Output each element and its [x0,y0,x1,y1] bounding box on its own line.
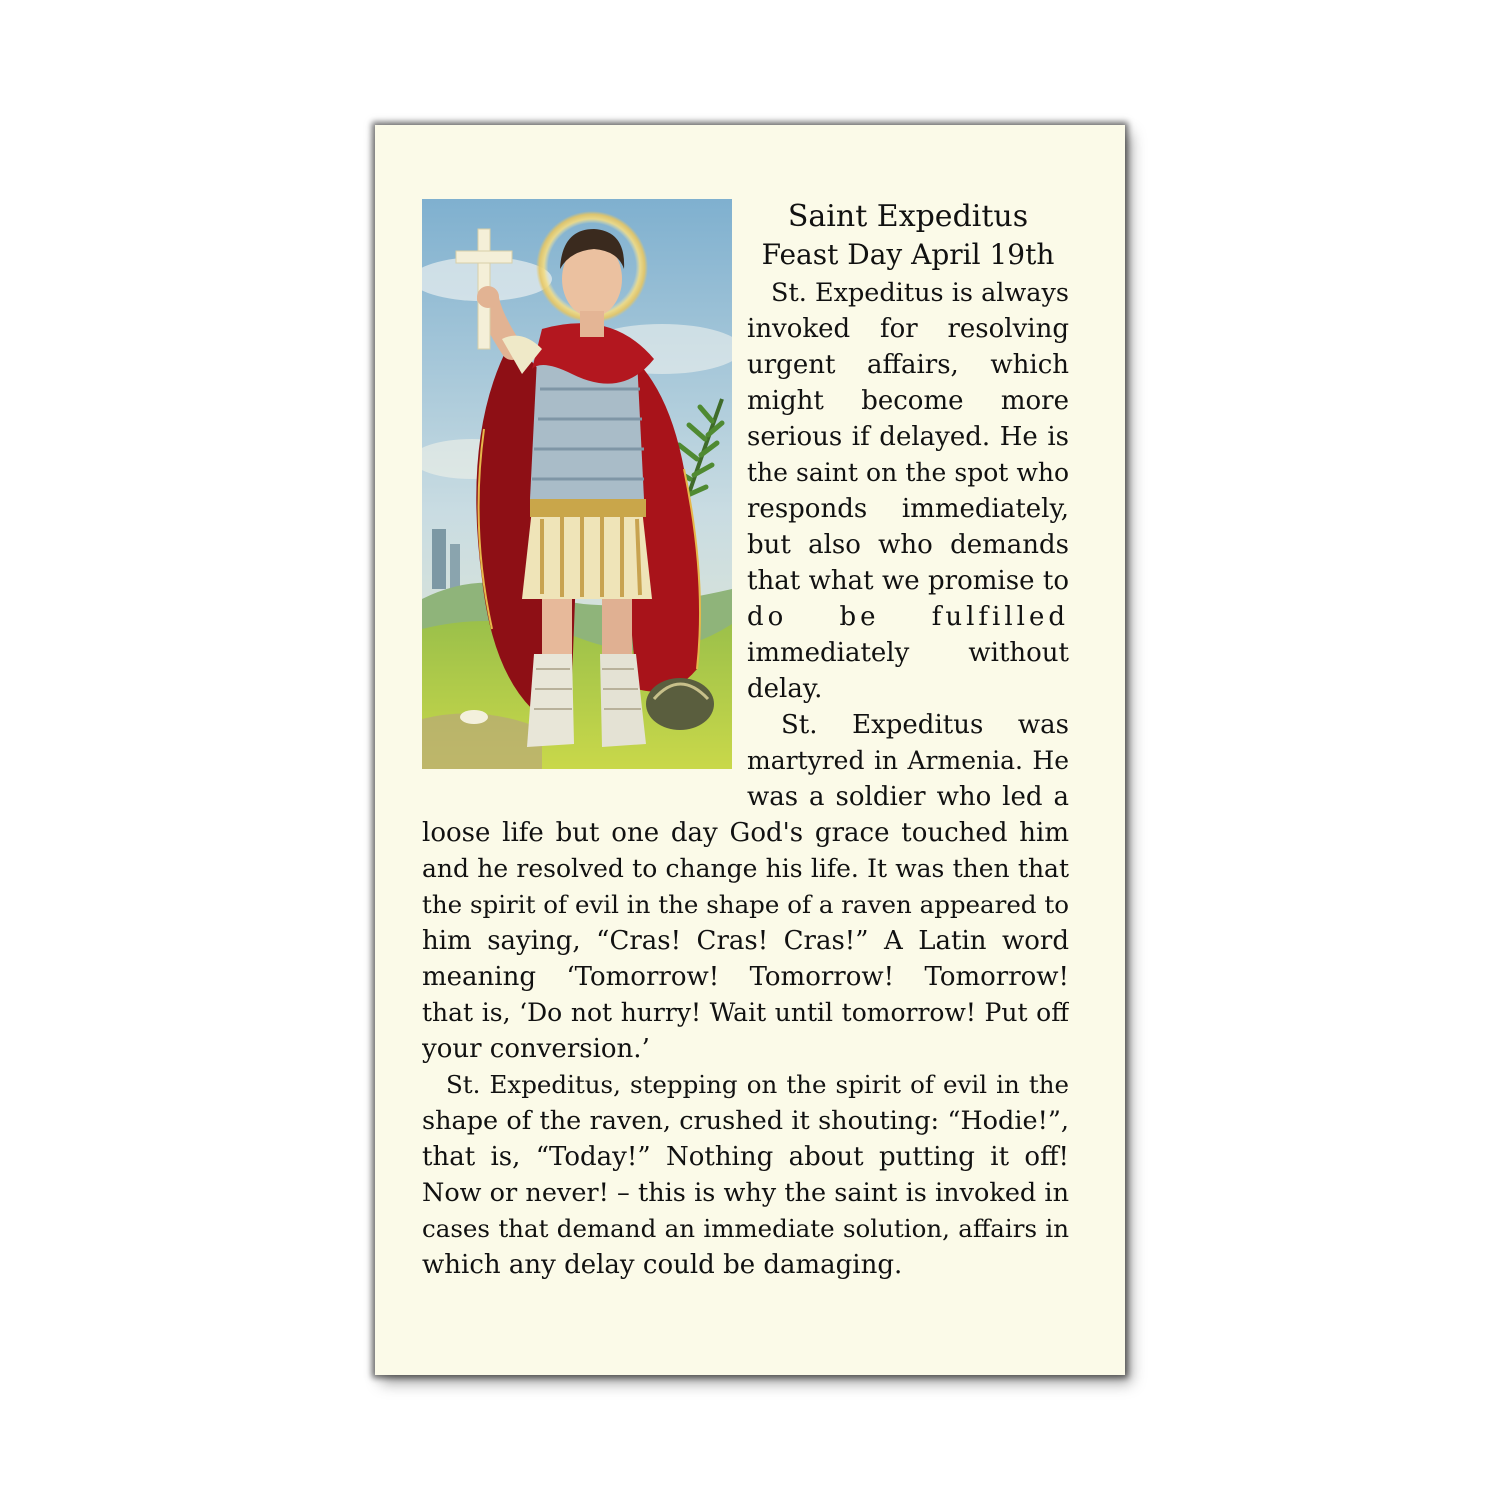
body-line: that is, “Today!” Nothing about putting it off! [422,1142,1069,1172]
body-line: do be fulfilled [747,602,1069,632]
body-line: that what we promise to [747,566,1069,596]
body-line: urgent affairs, which [747,350,1069,380]
body-line: loose life but one day God's grace touched him [422,818,1069,848]
saint-illustration [422,199,732,769]
body-line: him saying, “Cras! Cras! Cras!” A Latin word [422,926,1069,956]
saint-expeditus-picture [422,199,732,769]
body-line: might become more [747,386,1069,416]
body-line: martyred in Armenia. He [747,746,1069,775]
prayer-card [375,125,1125,1375]
body-line: the spirit of evil in the shape of a raven appeared to [422,890,1069,919]
body-line: St. Expeditus was [781,710,1069,740]
body-line: and he resolved to change his life. It was then that [422,854,1069,883]
body-line: meaning ‘Tomorrow! Tomorrow! Tomorrow! [422,962,1069,992]
body-line: your conversion.’ [422,1034,650,1064]
body-line: St. Expeditus, stepping on the spirit of evil in the [446,1070,1069,1099]
body-line: responds immediately, [747,494,1069,524]
card-title: Saint Expeditus [787,199,1029,234]
body-line: Now or never! – this is why the saint is invoked in [422,1178,1069,1208]
feast-day: Feast Day April 19th [761,238,1055,271]
body-line: invoked for resolving [747,314,1069,344]
body-line: that is, ‘Do not hurry! Wait until tomorrow! Put off [422,998,1069,1027]
body-line: shape of the raven, crushed it shouting: “Hodie!”, [422,1106,1069,1136]
body-line: cases that demand an immediate solution, affairs in [422,1214,1069,1243]
body-line: immediately without [747,638,1069,668]
body-line: the saint on the spot who [747,458,1069,487]
body-line: which any delay could be damaging. [422,1250,903,1280]
body-line: was a soldier who led a [747,782,1069,812]
body-line: serious if delayed. He is [747,422,1069,452]
body-line: delay. [747,674,823,704]
body-line: St. Expeditus is always [771,278,1069,308]
body-line: but also who demands [747,530,1069,560]
